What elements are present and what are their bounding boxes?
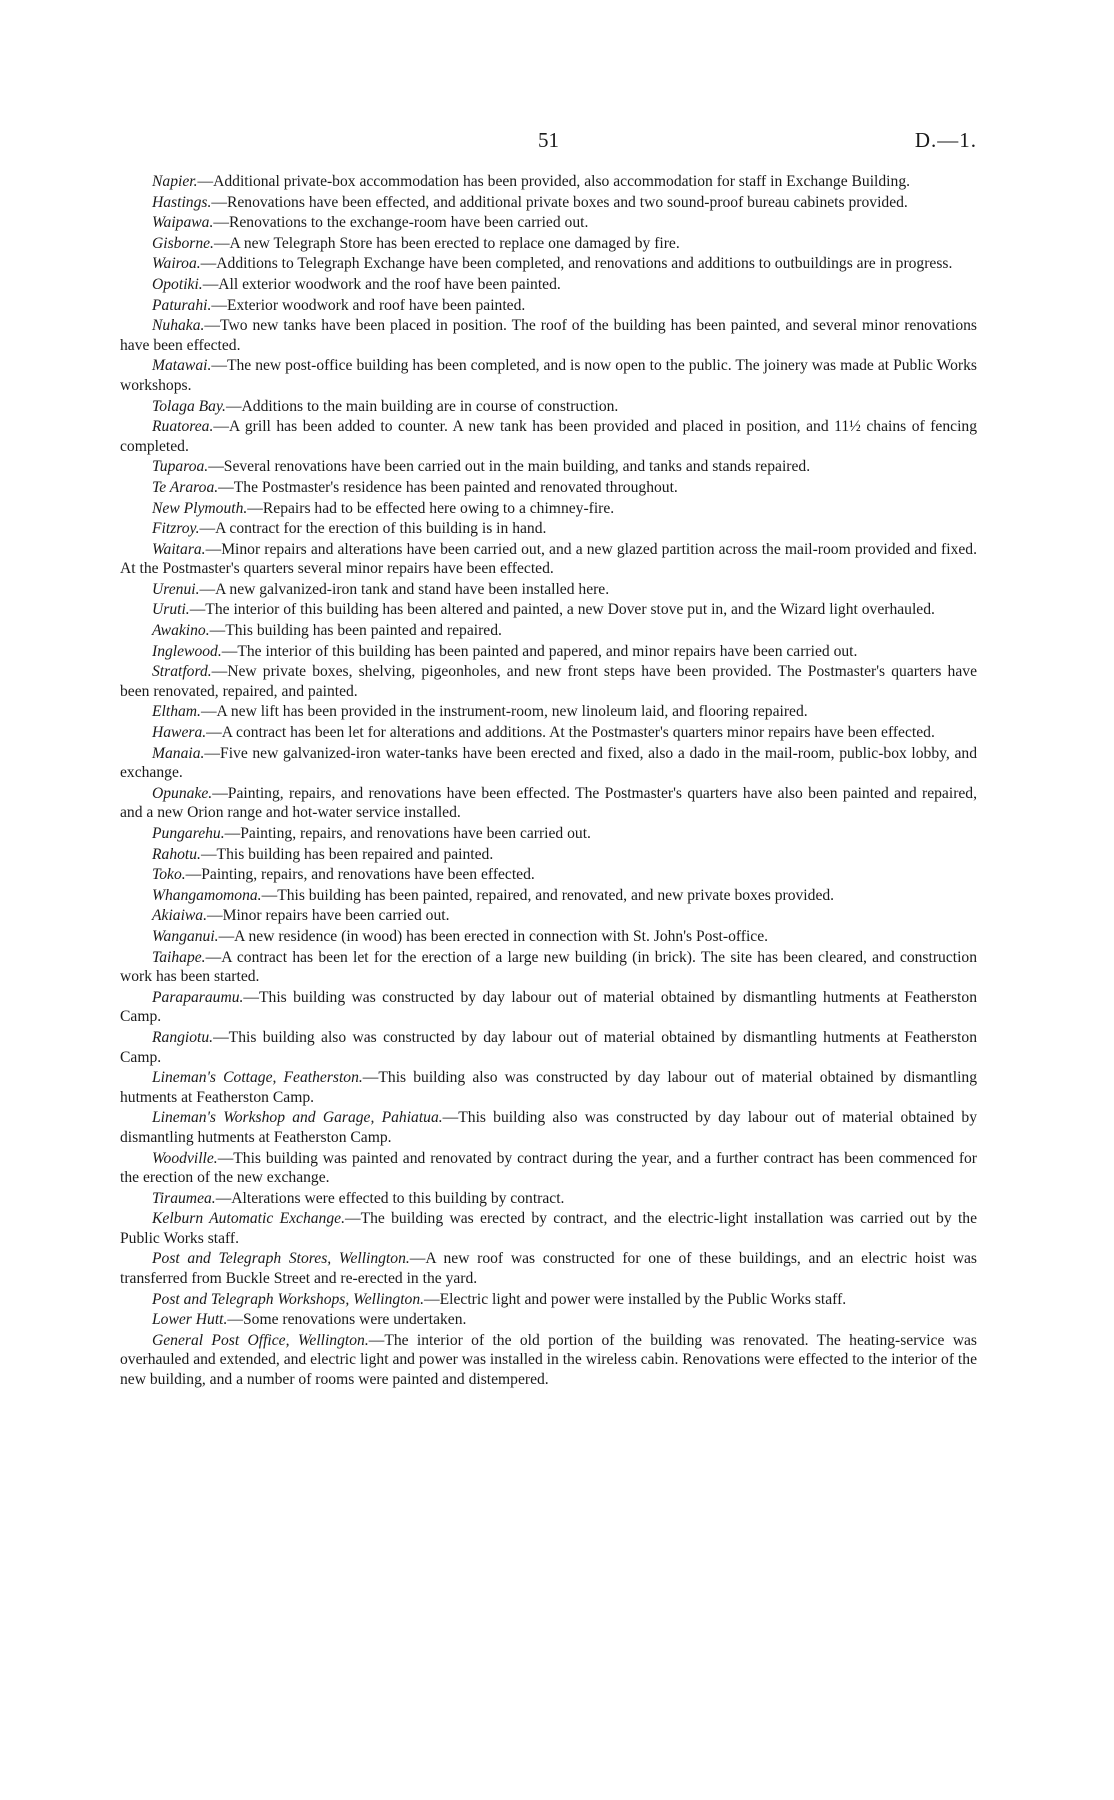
- list-item: [120, 845, 977, 865]
- entry-text: —Some renovations were undertaken.: [227, 1311, 467, 1329]
- list-item: [120, 600, 977, 620]
- list-item: [120, 642, 977, 662]
- entry-text: —Additional private-box accommodation has been provided, also accommodation for staff in Exchange Building.: [197, 173, 911, 190]
- entry-text: —A new Telegraph Store has been erected to replace one damaged by fire.: [213, 234, 680, 252]
- entry-place-name: Pungarehu.: [152, 825, 225, 842]
- list-item: [120, 723, 977, 743]
- page-number: 51: [538, 128, 559, 152]
- entry-place-name: Eltham.: [152, 703, 201, 721]
- entry-text: —Minor repairs have been carried out.: [207, 907, 450, 925]
- entry-place-name: General Post Office, Wellington.: [152, 1331, 369, 1349]
- entry-text: —Exterior woodwork and roof have been painted.: [211, 296, 526, 314]
- entry-text: —This building also was constructed by day labour out of material obtained by dismantling hutments at Featherston Camp.: [120, 1028, 977, 1066]
- entry-place-name: Lineman's Workshop and Garage, Pahiatua.: [152, 1109, 443, 1127]
- entry-place-name: Paturahi.: [152, 296, 212, 314]
- entry-text: —The Postmaster's residence has been painted and renovated throughout.: [218, 478, 678, 496]
- entry-place-name: Inglewood.: [152, 642, 222, 660]
- list-item: [120, 1331, 977, 1390]
- entry-text: —Painting, repairs, and renovations have been effected. The Postmaster's quarters have also been painted and repaired, and a new Orion range and hot-water service installed.: [120, 784, 977, 822]
- list-item: [120, 621, 977, 641]
- entry-text: —The interior of this building has been altered and painted, a new Dover stove put in, and the Wizard light overhauled.: [189, 601, 935, 619]
- list-item: [120, 519, 977, 539]
- entry-place-name: Woodville.: [152, 1149, 218, 1167]
- entry-text: —A contract for the erection of this building is in hand.: [199, 520, 547, 538]
- entry-text: —A new roof was constructed for one of these buildings, and an electric hoist was transferred from Buckle Street and re-erected in the yard.: [120, 1250, 977, 1288]
- entry-place-name: Akiaiwa.: [152, 907, 208, 925]
- entry-text: —This building also was constructed by day labour out of material obtained by dismantling hutments at Featherston Camp.: [120, 1109, 978, 1146]
- entry-place-name: Manaia.: [152, 744, 205, 762]
- entry-place-name: Lineman's Cottage, Featherston.: [152, 1069, 363, 1087]
- list-item: [120, 397, 977, 417]
- entry-text: —This building has been painted and repaired.: [209, 622, 502, 640]
- list-item: [120, 988, 977, 1027]
- list-item: [120, 886, 977, 906]
- entry-text: —Additions to the main building are in course of construction.: [225, 397, 619, 415]
- entry-place-name: Rangiotu.: [152, 1028, 214, 1046]
- entry-place-name: Waitara.: [152, 540, 206, 558]
- entry-place-name: Tuparoa.: [152, 458, 209, 476]
- list-item: [120, 296, 977, 316]
- list-item: [120, 234, 977, 254]
- list-item: [120, 275, 977, 295]
- entry-place-name: Te Araroa.: [152, 478, 219, 496]
- entry-place-name: Hawera.: [152, 724, 207, 742]
- list-item: [120, 1290, 977, 1310]
- entry-place-name: New Plymouth.: [152, 499, 248, 517]
- entry-text: —Renovations have been effected, and additional private boxes and two sound-proof bureau cabinets provided.: [211, 193, 908, 211]
- list-item: [120, 457, 977, 477]
- entry-place-name: Rahotu.: [152, 845, 201, 863]
- entry-text: —Several renovations have been carried out in the main building, and tanks and stands repaired.: [208, 458, 811, 476]
- entry-text: —Additions to Telegraph Exchange have been completed, and renovations and additions to outbuildings are in progress.: [200, 255, 953, 273]
- entry-text: —Renovations to the exchange-room have been carried out.: [213, 214, 589, 232]
- list-item: [120, 702, 977, 722]
- list-item: [120, 865, 977, 885]
- entry-text: —New private boxes, shelving, pigeonholes, and new front steps have been provided. The Postmaster's quarters have been renovated, repaired, and painted.: [120, 663, 977, 700]
- entry-place-name: Lower Hutt.: [152, 1311, 228, 1329]
- list-item: [120, 1149, 977, 1188]
- entry-text: —Painting, repairs, and renovations have been effected.: [185, 866, 535, 884]
- entry-text: —All exterior woodwork and the roof have been painted.: [202, 275, 561, 293]
- list-item: [120, 1209, 977, 1248]
- entry-place-name: Tiraumea.: [152, 1189, 216, 1207]
- entry-text: —The interior of this building has been painted and papered, and minor repairs have been carried out.: [221, 642, 858, 660]
- list-item: [120, 906, 977, 926]
- entry-place-name: Stratford.: [152, 663, 212, 681]
- entry-place-name: Taihape.: [152, 948, 206, 966]
- entry-text: —A new residence (in wood) has been erected in connection with St. John's Post-office.: [218, 927, 769, 945]
- document-reference: D.—1.: [914, 128, 977, 152]
- list-item: [120, 744, 977, 783]
- entry-place-name: Nuhaka.: [152, 317, 205, 335]
- list-item: [120, 948, 977, 987]
- entry-text: —Electric light and power were installed by the Public Works staff.: [424, 1290, 847, 1308]
- entry-place-name: Ruatorea.: [152, 418, 214, 436]
- entry-text: —A grill has been added to counter. A new tank has been provided and placed in position, and 11½ chains of fencing completed.: [120, 418, 977, 455]
- entry-place-name: Paraparaumu.: [152, 988, 244, 1006]
- entry-place-name: Tolaga Bay.: [152, 397, 226, 415]
- entry-text: —This building has been painted, repaired, and renovated, and new private boxes provided.: [261, 886, 835, 904]
- entry-place-name: Post and Telegraph Workshops, Wellington.: [152, 1290, 425, 1308]
- list-item: [120, 824, 977, 844]
- entry-text: —This building was constructed by day labour out of material obtained by dismantling hutments at Featherston Camp.: [120, 988, 977, 1026]
- list-item: [120, 499, 977, 519]
- entry-text: —A contract has been let for alterations and additions. At the Postmaster's quarters minor repairs have been effected.: [206, 724, 935, 742]
- entry-text: —Alterations were effected to this building by contract.: [215, 1189, 565, 1207]
- list-item: [120, 213, 977, 233]
- list-item: [120, 478, 977, 498]
- list-item: [120, 193, 977, 213]
- entry-place-name: Matawai.: [152, 357, 212, 375]
- entry-place-name: Post and Telegraph Stores, Wellington.: [152, 1250, 410, 1268]
- entry-text: —A new galvanized-iron tank and stand have been installed here.: [199, 580, 610, 598]
- list-item: [120, 540, 977, 579]
- entry-text: —Five new galvanized-iron water-tanks have been erected and fixed, also a dado in the mail-room, public-box lobby, and exchange.: [120, 744, 977, 782]
- list-item: [120, 1028, 977, 1067]
- list-item: [120, 927, 977, 947]
- list-item: [120, 1108, 977, 1147]
- entry-place-name: Fitzroy.: [152, 520, 200, 538]
- entry-place-name: Urenui.: [152, 580, 200, 598]
- list-item: [120, 784, 977, 823]
- entry-text: —Two new tanks have been placed in position. The roof of the building has been painted, and several minor renovations have been effected.: [120, 317, 977, 354]
- list-item: [120, 1249, 977, 1288]
- list-item: [120, 1189, 977, 1209]
- entry-place-name: Hastings.: [152, 193, 212, 211]
- entry-text: —This building also was constructed by day labour out of material obtained by dismantling hutments at Featherston Camp.: [120, 1069, 977, 1106]
- page-header: [120, 128, 977, 168]
- entry-place-name: Opunake.: [152, 784, 213, 802]
- list-item: [120, 172, 977, 192]
- list-item: [120, 254, 977, 274]
- entry-place-name: Waipawa.: [152, 214, 214, 232]
- entry-text: —This building was painted and renovated by contract during the year, and a further contract has been commenced for the erection of the new exchange.: [120, 1149, 977, 1187]
- entry-place-name: Wanganui.: [152, 927, 219, 945]
- entry-place-name: Napier.: [152, 173, 198, 190]
- list-item: [120, 1310, 977, 1330]
- entry-place-name: Whangamomona.: [152, 886, 262, 904]
- entry-place-name: Toko.: [152, 866, 186, 884]
- entry-text: —The new post-office building has been completed, and is now open to the public. The joinery was made at Public Works workshops.: [120, 357, 977, 394]
- list-item: [120, 1068, 977, 1107]
- list-item: [120, 316, 977, 355]
- entry-place-name: Kelburn Automatic Exchange.: [152, 1210, 345, 1228]
- list-item: [120, 662, 977, 701]
- list-item: [120, 356, 977, 395]
- entry-place-name: Gisborne.: [152, 234, 214, 252]
- entry-text: —The interior of the old portion of the building was renovated. The heating-service was overhauled and extended, and electric light and power was installed in the wireless cabin. Renovations were effected to the interior of the new building, and a number of rooms were painted and distempered.: [120, 1331, 977, 1389]
- entry-place-name: Uruti.: [152, 601, 190, 619]
- entry-place-name: Awakino.: [152, 622, 210, 640]
- entry-place-name: Opotiki.: [152, 275, 203, 293]
- entries-list: [120, 172, 977, 1390]
- entry-text: —The building was erected by contract, and the electric-light installation was carried out by the Public Works staff.: [120, 1210, 977, 1247]
- entry-text: —This building has been repaired and painted.: [200, 845, 494, 863]
- entry-text: —A new lift has been provided in the instrument-room, new linoleum laid, and flooring repaired.: [200, 703, 808, 721]
- entry-text: —A contract has been let for the erection of a large new building (in brick). The site has been cleared, and construction work has been started.: [120, 948, 977, 986]
- entry-text: —Repairs had to be effected here owing to a chimney-fire.: [247, 499, 615, 517]
- entry-place-name: Wairoa.: [152, 255, 201, 273]
- entry-text: —Minor repairs and alterations have been carried out, and a new glazed partition across the mail-room provided and fixed. At the Postmaster's quarters several minor repairs have been effected.: [120, 540, 977, 578]
- document-page: [120, 128, 977, 1391]
- list-item: [120, 417, 977, 456]
- entry-text: —Painting, repairs, and renovations have been carried out.: [224, 825, 591, 842]
- list-item: [120, 580, 977, 600]
